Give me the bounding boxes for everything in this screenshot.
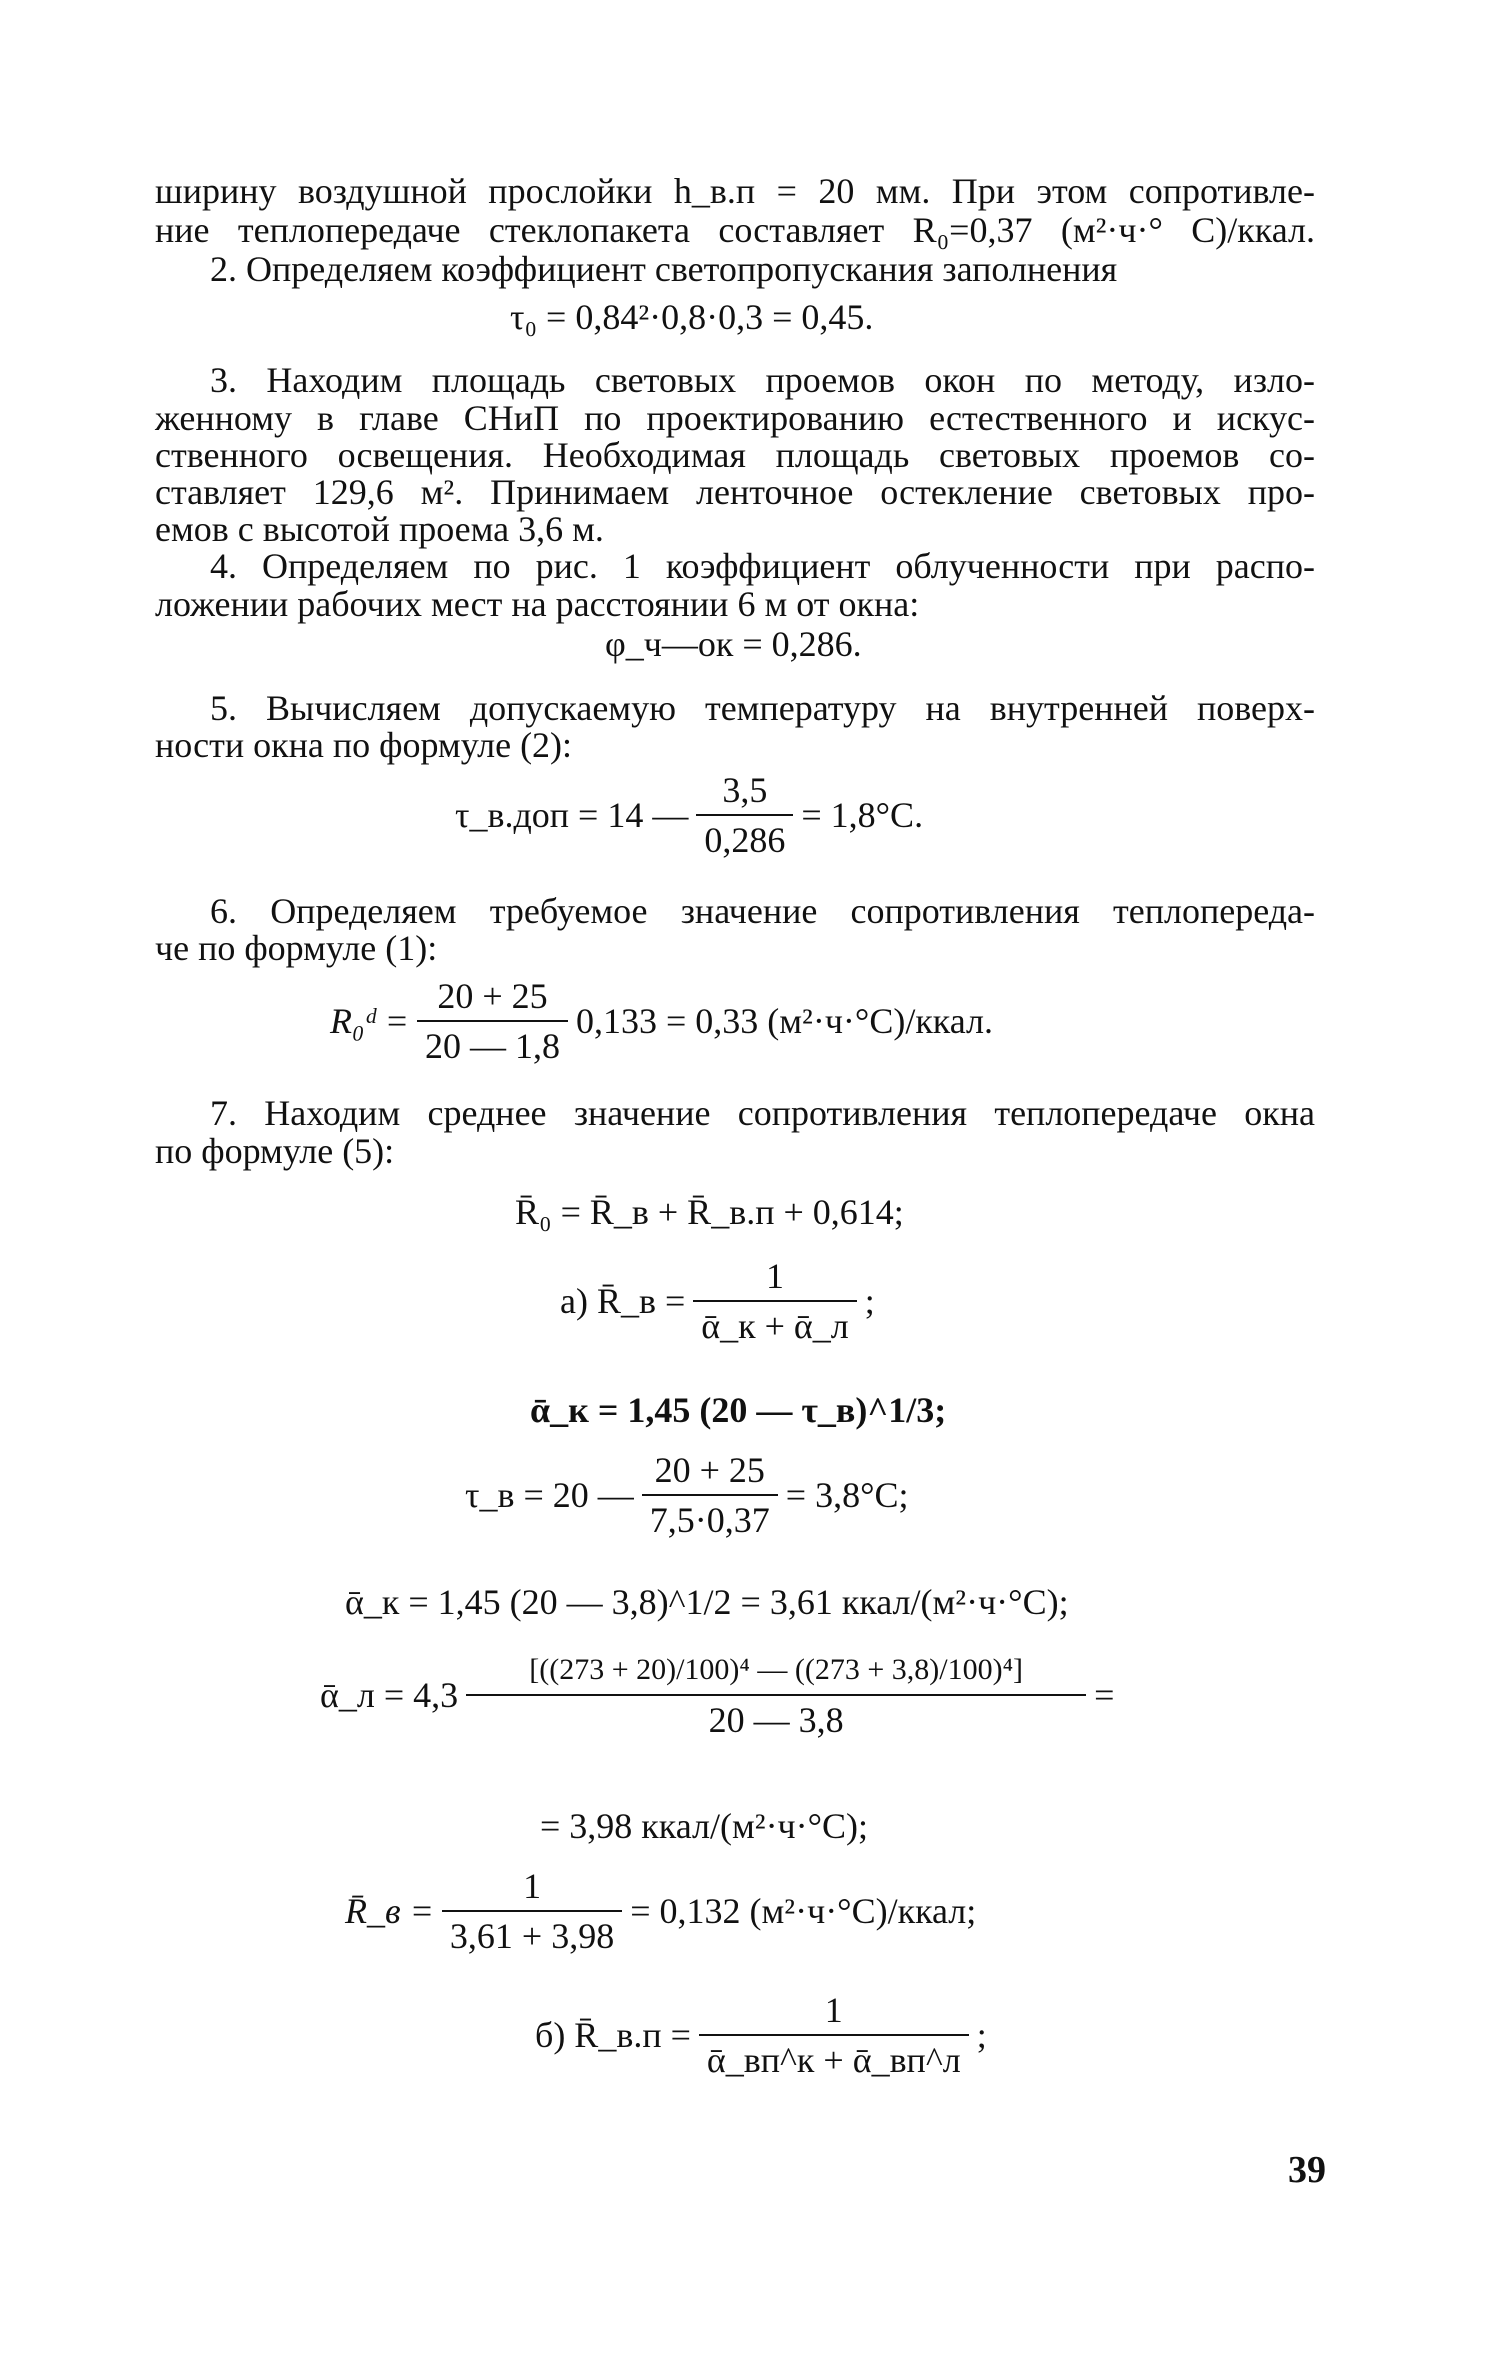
text-line: женному в главе СНиП по проектированию естественного и искус- xyxy=(155,398,1315,438)
text-line: ственного освещения. Необходимая площадь световых проемов со- xyxy=(155,435,1315,475)
formula-lhs: τ_в.доп = 14 — xyxy=(455,795,689,835)
text-line: емов с высотой проема 3,6 м. xyxy=(155,509,604,549)
text-line: 5. Вычисляем допускаемую температуру на внутренней поверх- xyxy=(210,688,1315,728)
formula-rhs: ; xyxy=(864,1281,875,1321)
formula-rhs: 0,133 = 0,33 (м²·ч·°С)/ккал. xyxy=(575,1001,994,1041)
formula-alpha-k: ᾱ_к = 1,45 (20 — τ_в)^1/3; xyxy=(530,1390,947,1430)
formula-rhs: = 0,132 (м²·ч·°С)/ккал; xyxy=(630,1891,977,1931)
fraction xyxy=(417,976,568,1066)
formula-alpha-l-value: = 3,98 ккал/(м²·ч·°С); xyxy=(540,1806,869,1846)
fraction-numerator: 1 xyxy=(766,1256,785,1296)
fraction-numerator: 1 xyxy=(523,1866,542,1906)
formula-rhs: = 1,8°С. xyxy=(801,795,924,835)
formula-rhs: = xyxy=(1094,1675,1115,1715)
text-line: че по формуле (1): xyxy=(155,928,438,968)
formula-lhs: б) R̄_в.п = xyxy=(535,2015,691,2055)
text-line: 2. Определяем коэффициент светопропускания заполнения xyxy=(210,249,1118,289)
formula-rvp-b xyxy=(535,1990,987,2080)
fraction-denominator: 20 — 1,8 xyxy=(417,1020,568,1066)
text-line: 7. Находим среднее значение сопротивления теплопередаче окна xyxy=(210,1093,1315,1133)
fraction xyxy=(696,770,793,860)
fraction xyxy=(442,1866,622,1956)
page-number: 39 xyxy=(1288,2149,1326,2191)
fraction xyxy=(642,1450,778,1540)
fraction-denominator: 3,61 + 3,98 xyxy=(442,1910,622,1956)
formula-alpha-k-value: ᾱ_к = 1,45 (20 — 3,8)^1/2 = 3,61 ккал/(м²·ч·°С); xyxy=(345,1582,1069,1622)
text-line: ложении рабочих мест на расстоянии 6 м от окна: xyxy=(155,584,920,624)
fraction-numerator: 3,5 xyxy=(722,770,768,810)
fraction xyxy=(466,1650,1086,1740)
text-line: ширину воздушной прослойки h_в.п = 20 мм. При этом сопротивле- xyxy=(155,171,1315,211)
formula-tau-dop xyxy=(455,770,923,860)
formula-tau0: τ₀ = 0,84²·0,8·0,3 = 0,45. xyxy=(510,297,874,337)
formula-lhs: R̄_в = xyxy=(345,1891,434,1931)
text-line: 3. Находим площадь световых проемов окон по методу, изло- xyxy=(210,360,1315,400)
fraction-denominator: 20 — 3,8 xyxy=(466,1694,1086,1740)
formula-lhs: ᾱ_л = 4,3 xyxy=(320,1675,459,1715)
fraction-numerator: 1 xyxy=(824,1990,843,2030)
formula-phi: φ_ч—ок = 0,286. xyxy=(605,624,862,664)
fraction-numerator: 20 + 25 xyxy=(654,1450,765,1490)
text-line: 4. Определяем по рис. 1 коэффициент облученности при распо- xyxy=(210,546,1315,586)
fraction xyxy=(693,1256,856,1346)
formula-lhs: а) R̄_в = xyxy=(560,1281,686,1321)
formula-rv-a xyxy=(560,1256,875,1346)
fraction-denominator: 7,5·0,37 xyxy=(642,1494,778,1540)
fraction-numerator: [((273 + 20)/100)⁴ — ((273 + 3,8)/100)⁴] xyxy=(529,1653,1024,1686)
formula-r0d xyxy=(330,976,993,1066)
fraction xyxy=(699,1990,969,2080)
text-line: ставляет 129,6 м². Принимаем ленточное остекление световых про- xyxy=(155,472,1315,512)
fraction-denominator: ᾱ_вп^к + ᾱ_вп^л xyxy=(699,2034,969,2080)
formula-rhs: ; xyxy=(976,2015,987,2055)
formula-r0bar: R̄₀ = R̄_в + R̄_в.п + 0,614; xyxy=(515,1192,904,1232)
formula-rv-value xyxy=(345,1866,976,1956)
fraction-denominator: 0,286 xyxy=(696,814,793,860)
text-line: ние теплопередаче стеклопакета составляет R₀=0,37 (м²·ч·° С)/ккал. xyxy=(155,210,1315,250)
formula-tau-v xyxy=(465,1450,909,1540)
text-line: по формуле (5): xyxy=(155,1131,395,1171)
formula-rhs: = 3,8°С; xyxy=(785,1475,909,1515)
fraction-denominator: ᾱ_к + ᾱ_л xyxy=(693,1300,856,1346)
fraction-numerator: 20 + 25 xyxy=(437,976,548,1016)
formula-lhs: τ_в = 20 — xyxy=(465,1475,634,1515)
text-line: 6. Определяем требуемое значение сопротивления теплопереда- xyxy=(210,891,1315,931)
formula-lhs: R₀ᵈ = xyxy=(330,1001,409,1041)
formula-alpha-l xyxy=(320,1650,1114,1740)
text-line: ности окна по формуле (2): xyxy=(155,725,573,765)
